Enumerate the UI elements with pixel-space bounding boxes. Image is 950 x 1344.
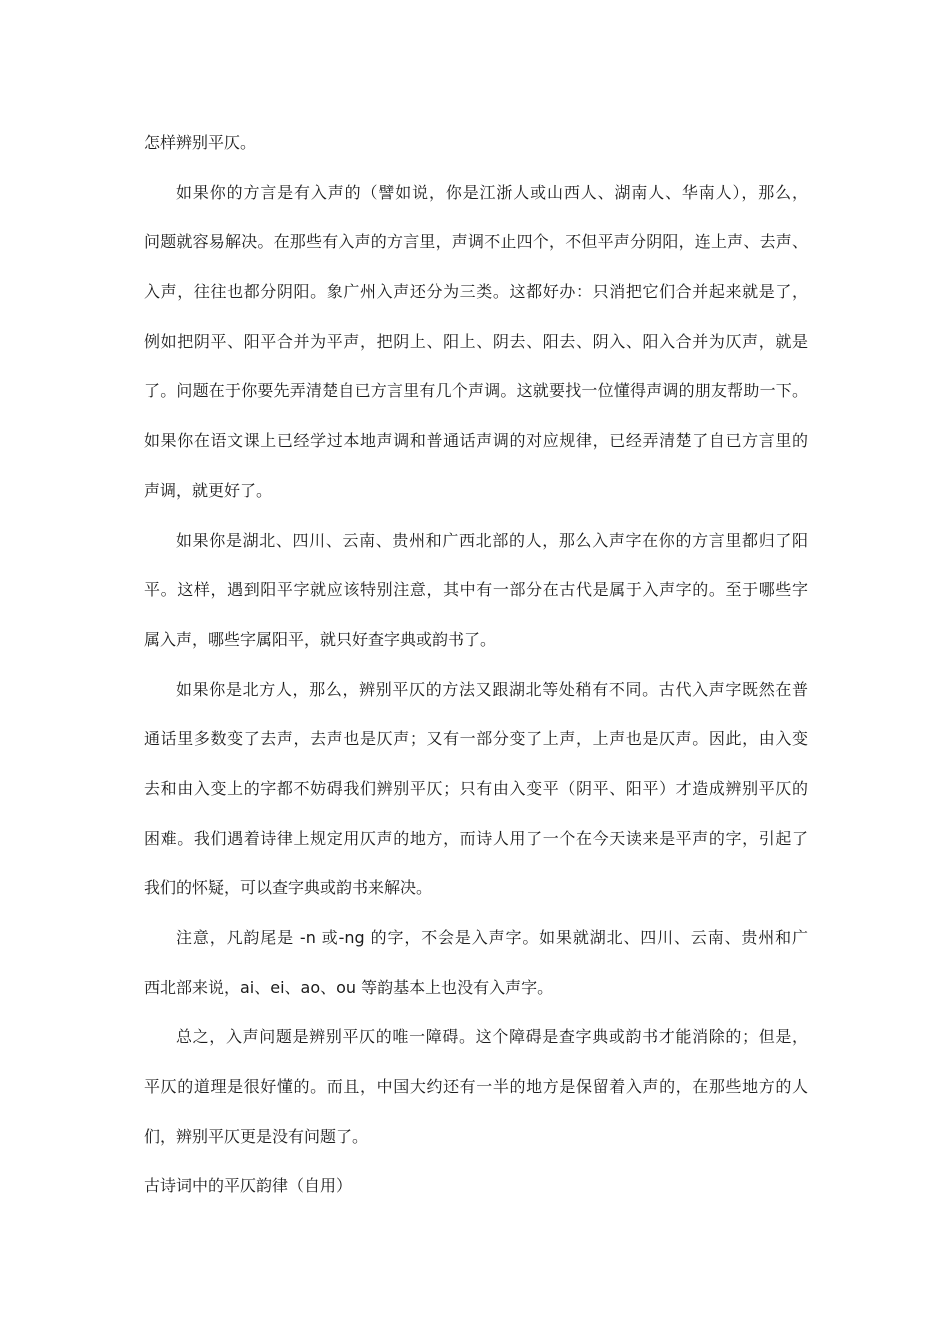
- section-heading: 古诗词中的平仄韵律（自用）: [144, 1176, 353, 1196]
- paragraph-line: 平。这样，遇到阳平字就应该特别注意，其中有一部分在古代是属于入声字的。至于哪些字: [144, 580, 808, 600]
- paragraph-line: 通话里多数变了去声，去声也是仄声；又有一部分变了上声，上声也是仄声。因此，由入变: [144, 729, 808, 749]
- paragraph-line: 去和由入变上的字都不妨碍我们辨别平仄；只有由入变平（阴平、阳平）才造成辨别平仄的: [144, 778, 808, 798]
- paragraph-line: 们，辨别平仄更是没有问题了。: [144, 1126, 369, 1146]
- paragraph-line: 困难。我们遇着诗律上规定用仄声的地方，而诗人用了一个在今天读来是平声的字，引起了: [144, 828, 808, 848]
- paragraph-line: 总之，入声问题是辨别平仄的唯一障碍。这个障碍是查字典或韵书才能消除的；但是，: [176, 1027, 808, 1047]
- document-page: [144, 118, 808, 1211]
- paragraph-line: 我们的怀疑，可以查字典或韵书来解决。: [144, 878, 433, 898]
- paragraph-line: 如果你是北方人，那么，辨别平仄的方法又跟湖北等处稍有不同。古代入声字既然在普: [176, 679, 808, 699]
- paragraph-line: 问题就容易解决。在那些有入声的方言里，声调不止四个，不但平声分阴阳，连上声、去声、: [144, 232, 808, 252]
- paragraph-3: [144, 665, 808, 913]
- paragraph-line: 平仄的道理是很好懂的。而且，中国大约还有一半的地方是保留着入声的，在那些地方的人: [144, 1077, 808, 1097]
- paragraph-4: [144, 913, 808, 1012]
- paragraph-line: 如果你的方言是有入声的（譬如说，你是江浙人或山西人、湖南人、华南人），那么，: [176, 182, 808, 202]
- paragraph-line: 入声，往往也都分阴阳。象广州入声还分为三类。这都好办：只消把它们合并起来就是了，: [144, 282, 808, 302]
- paragraph-2: [144, 516, 808, 665]
- intro-line: 怎样辨别平仄。: [144, 133, 257, 152]
- paragraph-line: 声调，就更好了。: [144, 480, 273, 500]
- paragraph-line: 例如把阴平、阳平合并为平声，把阴上、阳上、阴去、阳去、阴入、阳入合并为仄声，就是: [144, 331, 808, 351]
- paragraph-line: 注意，凡韵尾是 -n 或-ng 的字，不会是入声字。如果就湖北、四川、云南、贵州和广: [176, 928, 808, 947]
- paragraph-line: 如果你在语文课上已经学过本地声调和普通话声调的对应规律，已经弄清楚了自已方言里的: [144, 431, 808, 451]
- paragraph-line: 了。问题在于你要先弄清楚自已方言里有几个声调。这就要找一位懂得声调的朋友帮助一下。: [144, 381, 808, 401]
- paragraph-line: 如果你是湖北、四川、云南、贵州和广西北部的人，那么入声字在你的方言里都归了阳: [176, 530, 808, 550]
- paragraph-line: 属入声，哪些字属阳平，就只好查字典或韵书了。: [144, 629, 497, 649]
- paragraph-1: [144, 168, 808, 516]
- paragraph-5: [144, 1012, 808, 1161]
- paragraph-line: 西北部来说，ai、ei、ao、ou 等韵基本上也没有入声字。: [144, 977, 554, 997]
